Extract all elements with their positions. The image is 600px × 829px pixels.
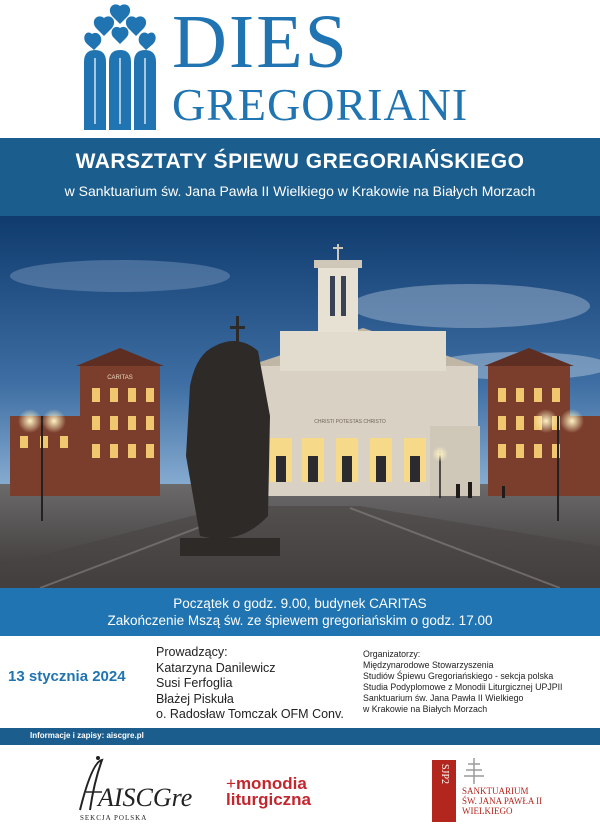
leader-name: Susi Ferfoglia — [156, 676, 233, 690]
sanktuarium-line3: WIELKIEGO — [462, 806, 513, 816]
gothic-window-logo-icon — [84, 4, 156, 130]
banner-subtitle: w Sanktuarium św. Jana Pawła II Wielkiego w Krakowie na Białych Morzach — [64, 183, 536, 199]
start-time-text: Początek o godz. 9.00, budynek CARITAS — [173, 596, 427, 611]
aiscgre-logo-text: AISCGre — [98, 783, 193, 812]
leaders-heading: Prowadzący: — [156, 645, 228, 659]
event-date: 13 stycznia 2024 — [8, 668, 126, 685]
organizers-heading: Organizatorzy: — [363, 649, 421, 659]
aiscgre-caption: SEKCJA POLSKA — [80, 814, 148, 822]
banner-title: WARSZTATY ŚPIEWU GREGORIAŃSKIEGO — [75, 150, 525, 173]
monodia-logo — [226, 774, 336, 814]
organizer-item: w Krakowie na Białych Morzach — [363, 704, 488, 714]
facade-latin-text: CHRISTI POTESTAS CHRISTO — [314, 419, 386, 425]
leader-name: Katarzyna Danilewicz — [156, 660, 276, 675]
organizers-block — [363, 649, 563, 715]
monodia-line2: liturgiczna — [226, 790, 312, 809]
title-dies: DIES — [172, 0, 349, 84]
sjp2-mark — [432, 760, 456, 822]
title-gregoriani: GREGORIANI — [172, 79, 469, 130]
facade-caritas-text: CARITAS — [107, 375, 133, 381]
info-link-text[interactable]: Informacje i zapisy: aiscgre.pl — [30, 731, 144, 740]
sanctuary-illustration — [0, 216, 600, 588]
leaders-block — [156, 645, 344, 723]
end-time-text: Zakończenie Mszą św. ze śpiewem gregoriańskim o godz. 17.00 — [107, 613, 493, 628]
schedule-band — [0, 588, 600, 636]
organizer-item: Sanktuarium św. Jana Pawła II Wielkiego — [363, 693, 524, 703]
leader-name: o. Radosław Tomczak OFM Conv. — [156, 707, 344, 721]
sanktuarium-line1: SANKTUARIUM — [462, 786, 529, 796]
sanktuarium-line2: ŚW. JANA PAWŁA II — [462, 796, 543, 806]
organizer-item: Studia Podyplomowe z Monodii Liturgicznej UPJPII — [363, 682, 563, 692]
monodia-line1: monodia — [235, 774, 307, 793]
organizer-item: Studiów Śpiewu Gregoriańskiego - sekcja polska — [363, 671, 554, 681]
header — [0, 0, 600, 138]
organizer-item: Międzynarodowe Stowarzyszenia — [363, 660, 494, 670]
plus-icon: + — [226, 774, 236, 793]
leader-name: Błażej Piskuła — [156, 691, 234, 706]
papal-cross-icon — [462, 758, 486, 784]
info-bar — [0, 728, 600, 745]
sanktuarium-logo-text — [462, 786, 562, 816]
title-banner — [0, 138, 600, 216]
sanctuary-photo — [0, 216, 600, 588]
aiscgre-logo — [72, 752, 193, 824]
sjp2-text: SJP2 — [439, 764, 450, 785]
